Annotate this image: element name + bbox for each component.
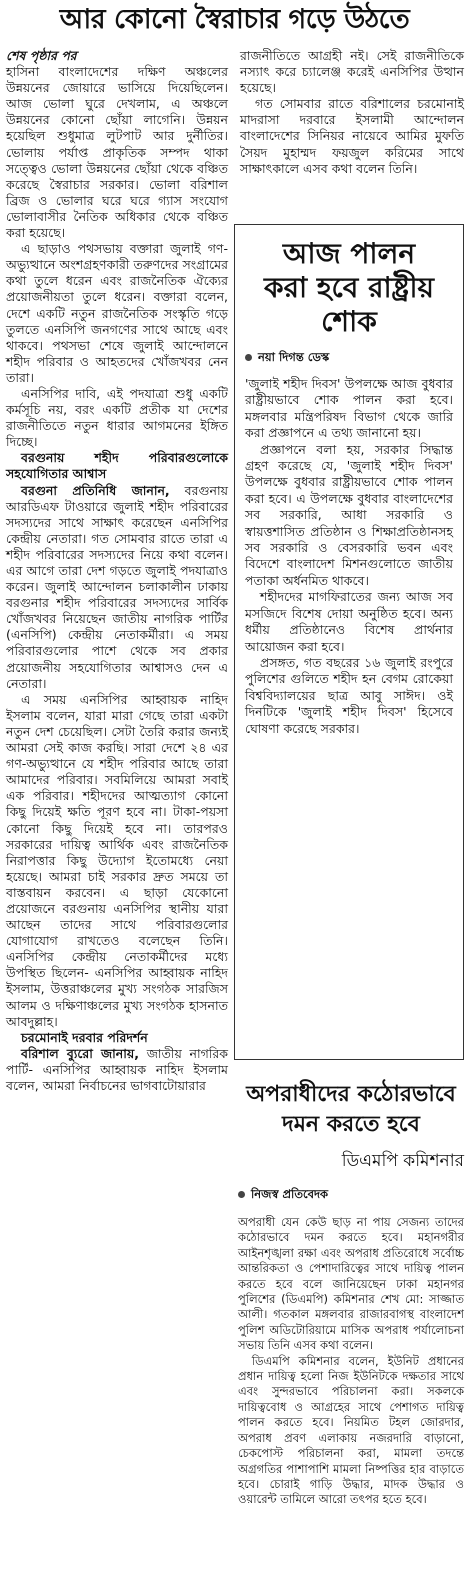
story-title — [238, 1080, 464, 1140]
bullet-icon — [238, 1191, 245, 1198]
story-credit-text: নিজস্ব প্রতিবেদক — [251, 1187, 329, 1201]
dateline: বরগুনা প্রতিনিধি জানান, — [21, 482, 170, 498]
box-body — [245, 376, 453, 737]
paragraph: অপরাধী যেন কেউ ছাড় না পায় সেজন্য তাদের কঠোরভাবে দমন করতে হবে। মহানগরীর আইনশৃঙ্খলা রক্ষা এবং অপরাধ প্রতিরোধে সর্বোচ্চ আন্তরিকতা ও পেশাদারিত্বের সাথে দায়িত্ব পালন করতে হবে বলে জানিয়েছেন ঢাকা মহানগর পুলিশের (ডিএমপি) কমিশনার শেখ মো: সাজ্জাত আলী। গতকাল মঙ্গলবার রাজারবাগস্থ বাংলাদেশ পুলিশ অডিটোরিয়ামে মাসিক অপরাধ পর্যালোচনা সভায় তিনি এসব কথা বলেন। — [238, 1215, 464, 1353]
paragraph: শহীদদের মাগফিরাতের জন্য আজ সব মসজিদে বিশেষ দোয়া অনুষ্ঠিত হবে। অন্য ধর্মীয় প্রতিষ্ঠানেও বিশেষ প্রার্থনার আয়োজন করা হবে। — [245, 589, 453, 654]
mourning-news-box — [234, 224, 464, 1060]
story-credit — [238, 1186, 464, 1205]
headline: আর কোনো স্বৈরাচার গড়ে উঠতে — [59, 4, 410, 35]
box-credit — [245, 349, 455, 368]
paragraph: প্রজ্ঞাপনে বলা হয়, সরকার সিদ্ধান্ত গ্রহণ করেছে যে, 'জুলাই শহীদ দিবস' উপলক্ষে বুধবার রাষ্ট্রীয়ভাবে শোক পালন করা হবে। এ উপলক্ষে বুধবার বাংলাদেশের সব সরকারি, আধা সরকারি ও স্বায়ত্তশাসিত প্রতিষ্ঠান ও শিক্ষাপ্রতিষ্ঠানসহ সব সরকারি ও বেসরকারি ভবন এবং বিদেশে বাংলাদেশ মিশনগুলোতে জাতীয় পতাকা অর্ধনমিত থাকবে। — [245, 441, 453, 588]
paragraph: এ ছাড়াও পথসভায় বক্তারা জুলাই গণ-অভ্যুত্থানে অংশগ্রহণকারী তরুণদের সংগ্রামের কথা তুলে ধরেন এবং রাজনৈতিক ঐক্যের প্রয়োজনীয়তা তুলে ধরেন। বক্তারা বলেন, দেশে একটি নতুন রাজনৈতিক সংস্কৃতি গড়ে তুলতে এনসিপি জনগণের সাথে আছে এবং থাকবে। পথসভা শেষে জুলাই আন্দোলনে শহীদ পরিবার ও আহতদের খোঁজখবর নেন তারা। — [6, 241, 228, 385]
story-body — [238, 1215, 464, 1508]
box-title-line: করা হবে রাষ্ট্রীয় — [263, 271, 435, 304]
paragraph: রাজনীতিতে আগ্রহী নই। সেই রাজনীতিকে নস্যাৎ করে চ্যালেঞ্জ করেই এনসিপির উত্থান হয়েছে। — [240, 48, 464, 96]
paragraph: গত সোমবার রাতে বরিশালের চরমোনাই মাদরাসা দরবারে ইসলামী আন্দোলন বাংলাদেশের সিনিয়র নায়েবে আমির মুফতি সৈয়দ মুহাম্মদ ফয়জুল করিমের সাথে সাক্ষাৎকালে এসব কথা বলেন তিনি। — [240, 96, 464, 176]
story-subtitle: ডিএমপি কমিশনার — [341, 1151, 464, 1171]
box-credit-text: নয়া দিগন্ত ডেস্ক — [258, 350, 330, 364]
story-title-line: অপরাধীদের কঠোরভাবে — [246, 1082, 456, 1107]
paragraph: প্রসঙ্গত, গত বছরের ১৬ জুলাই রংপুরে পুলিশের গুলিতে শহীদ হন বেগম রোকেয়া বিশ্ববিদ্যালয়ের ছাত্র আবু সাঈদ। ওই দিনটিকে 'জুলাই শহীদ দিবস' হিসেবে ঘোষণা করেছে সরকার। — [245, 654, 453, 736]
paragraph: হাসিনা বাংলাদেশের দক্ষিণ অঞ্চলের উন্নয়নের জোয়ারে ভাসিয়ে দিয়েছিলেন। আজ ভোলা ঘুরে দেখলাম, এ অঞ্চলে উন্নয়নের কোনো ছোঁয়া লাগেনি। উন্নয়ন হয়েছিল শুধুমাত্র লুটপাট আর দুর্নীতির। ভোলায় পর্যাপ্ত প্রাকৃতিক সম্পদ থাকা সত্ত্বেও ভোলা উন্নয়নের ছোঁয়া থেকে বঞ্চিত করেছে স্বৈরাচার সরকার। ভোলা বরিশাল ব্রিজ ও ভোলার ঘরে ঘরে গ্যাস সংযোগ ভোলাবাসীর নৈতিক অধিকার থেকে বঞ্চিত করা হয়েছে। — [6, 64, 228, 241]
box-title-line: আজ পালন — [282, 237, 416, 270]
paragraph: 'জুলাই শহীদ দিবস' উপলক্ষে আজ বুধবার রাষ্ট্রীয়ভাবে শোক পালন করা হবে। মঙ্গলবার মন্ত্রিপরিষদ বিভাগ থেকে জারি করা প্রজ্ঞাপনে এ তথ্য জানানো হয়। — [245, 376, 453, 441]
left-column — [6, 48, 228, 1094]
paragraph: এনসিপির দাবি, এই পদযাত্রা শুধু একটি কর্মসূচি নয়, বরং একটি প্রতীক যা দেশের রাজনীতিতে নতুন ধারার আগমনের ইঙ্গিত দিচ্ছে। — [6, 385, 228, 450]
story-title-line: দমন করতে হবে — [282, 1112, 420, 1137]
bullet-icon — [245, 354, 252, 361]
box-title — [243, 237, 455, 339]
paragraph — [6, 483, 228, 692]
paragraph: এ সময় এনসিপির আহ্বায়ক নাহিদ ইসলাম বলেন, যারা মারা গেছে তারা একটা নতুন দেশ চেয়েছিল। সেটা তৈরি করার জন্যই আমরা সেই কাজ করছি। সারা দেশে ২৪ এর গণ-অভ্যুত্থানে যে শহীদ পরিবার আছে তারা আমাদের পরিবার। সবমিলিয়ে আমরা সবাই এক পরিবার। শহীদদের আত্মত্যাগ কোনো কিছু দিয়েই ক্ষতি পূরণ হবে না। টাকা-পয়সা কোনো কিছু দিয়েই হবে না। তারপরও সরকারের দায়িত্ব আর্থিক এবং রাজনৈতিক নিরাপত্তার কিছু উদ্যোগ ইতোমধ্যে নেয়া হয়েছে। আমরা চাই সরকার দ্রুত সময়ে তা বাস্তবায়ন করবেন। এ ছাড়া যেকোনো প্রয়োজনে বরগুনায় এনসিপির স্থানীয় যারা আছেন তাদের সাথে পরিবারগুলোর যোগাযোগ রাখতেও বলেছেন তিনি। এনসিপির কেন্দ্রীয় নেতাকর্মীদের মধ্যে উপস্থিত ছিলেন- এনসিপির আহ্বায়ক নাহিদ ইসলাম, উত্তরাঞ্চলের মুখ্য সংগঠক সারজিস আলম ও দক্ষিণাঞ্চলের মুখ্য সংগঠক হাসনাত আবদুল্লাহ। — [6, 691, 228, 1029]
paragraph — [6, 1046, 228, 1094]
subheading: বরগুনায় শহীদ পরিবারগুলোকে সহযোগিতার আশ্বাস — [6, 450, 228, 482]
subheading: চরমোনাই দরবার পরিদর্শন — [21, 1029, 148, 1045]
box-title-line: শোক — [321, 305, 377, 338]
byline — [6, 48, 228, 64]
dmp-commissioner-story — [238, 1080, 464, 1508]
dateline: বরিশাল ব্যুরো জানায়, — [21, 1045, 139, 1061]
byline-text: শেষ পৃষ্ঠার পর — [6, 48, 77, 63]
paragraph: ডিএমপি কমিশনার বলেন, ইউনিট প্রধানের প্রধান দায়িত্ব হলো নিজ ইউনিটকে দক্ষতার সাথে এবং সুন্দরভাবে পরিচালনা করা। সকলকে দায়িত্ববোধ ও আগ্রহের সাথে পেশাগত দায়িত্ব পালন করতে হবে। নিয়মিত টহল জোরদার, অপরাধ প্রবণ এলাকায় নজরদারি বাড়ানো, চেকপোস্ট পরিচালনা করা, মামলা তদন্তে অগ্রগতির পাশাপাশি মামলা নিষ্পত্তির হার বাড়াতে হবে। চোরাই গাড়ি উদ্ধার, মাদক উদ্ধার ও ওয়ারেন্ট তামিলে আরো তৎপর হতে হবে। — [238, 1353, 464, 1507]
paragraph-text: জাতীয় নাগরিক পার্টি- এনসিপির আহ্বায়ক নাহিদ ইসলাম বলেন, আমরা নির্বাচনের ভাগবাটোয়ারার — [6, 1045, 228, 1093]
paragraph-text: বরগুনায় আরডিএফ টাওয়ারে জুলাই শহীদ পরিবারের সদস্যদের সাথে সাক্ষাৎ করেছেন এনসিপির কেন্দ্রীয় নেতারা। গত সোমবার রাতে তারা এ শহীদ পরিবারের সদস্যদের নিয়ে কথা বলেন। এর আগে তারা দেশ গড়তে জুলাই পদযাত্রাও করেন। জুলাই আন্দোলন চলাকালীন ঢাকায় বরগুনার শহীদ পরিবারের সদস্যদের সার্বিক খোঁজখবর নিয়েছেন জাতীয় নাগরিক পার্টির (এনসিপি) কেন্দ্রীয় নেতাকর্মীরা। এ সময় পরিবারগুলোর পাশে থেকে সব প্রকার প্রয়োজনীয় সহযোগিতার আশ্বাসও দেন এ নেতারা। — [6, 482, 229, 691]
right-column — [240, 48, 464, 177]
